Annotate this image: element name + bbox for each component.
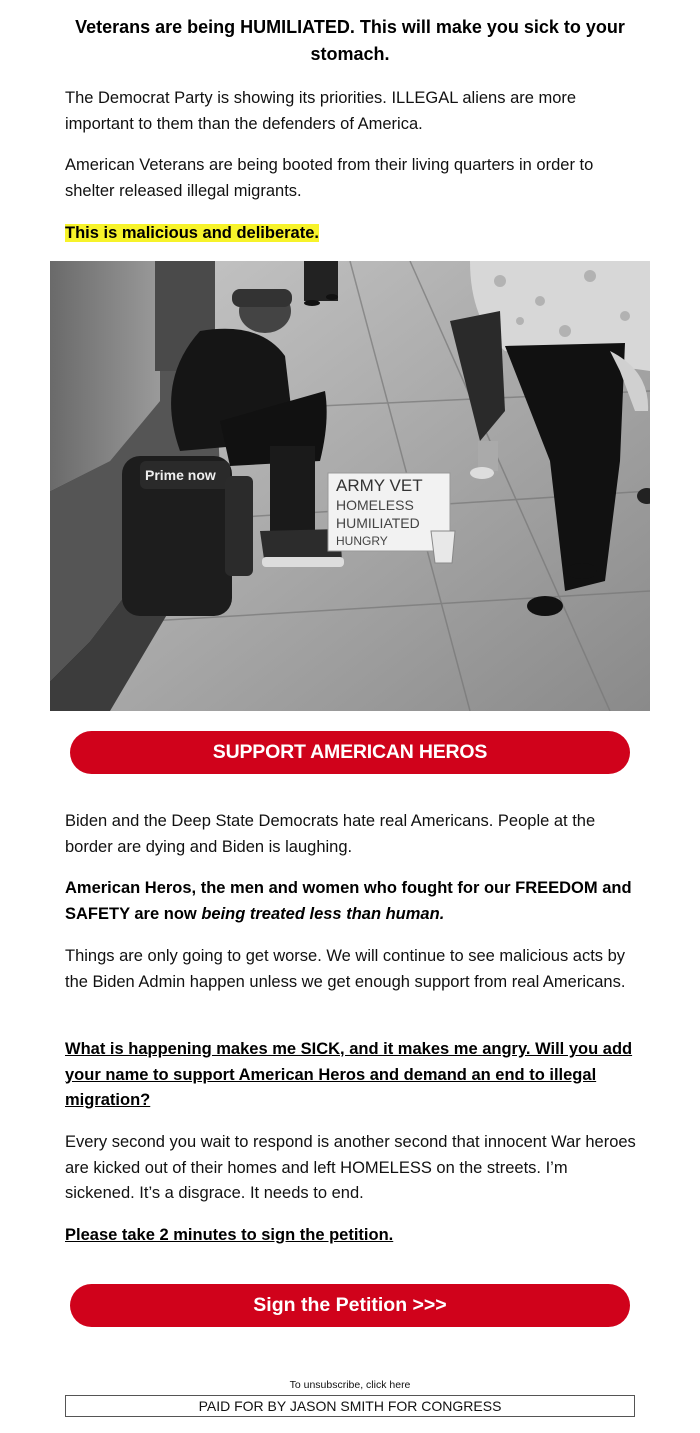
intro-paragraph: The Democrat Party is showing its priorities. ILLEGAL aliens are more important to them than the defenders of America. (65, 89, 577, 133)
heros-bold-text: American Heros, the men and women who fought for our FREEDOM and SAFETY are now (65, 879, 632, 923)
sign-line-3: HUMILIATED (336, 515, 420, 531)
heros-paragraph (65, 876, 640, 927)
add-your-name-link[interactable]: What is happening makes me SICK, and it makes me angry. Will you add your name to support American Heros and demand an end to illegal migration? (65, 1040, 633, 1109)
support-american-heros-button[interactable]: SUPPORT AMERICAN HEROS (70, 731, 630, 774)
veterans-paragraph: American Veterans are being booted from their living quarters in order to shelter released illegal migrants. (65, 156, 594, 200)
paid-for-disclaimer: PAID FOR BY JASON SMITH FOR CONGRESS (65, 1395, 635, 1417)
unsubscribe-footer (0, 1379, 700, 1391)
sign-petition-link[interactable]: Please take 2 minutes to sign the petition. (65, 1226, 394, 1244)
worse-paragraph: Things are only going to get worse. We will continue to see malicious acts by the Biden Admin happen unless we get enough support from real Americans. (65, 947, 626, 991)
biden-paragraph: Biden and the Deep State Democrats hate real Americans. People at the border are dying and Biden is laughing. (65, 812, 596, 856)
sign-line-1: ARMY VET (336, 476, 423, 495)
highlight-line (65, 221, 640, 247)
sign-the-petition-button[interactable]: Sign the Petition >>> (70, 1284, 630, 1327)
headline: Veterans are being HUMILIATED. This will make you sick to your stomach. (75, 17, 625, 64)
sign-line-2: HOMELESS (336, 497, 414, 513)
heros-italic-text: being treated less than human. (201, 904, 445, 923)
homeless-veteran-photo (50, 261, 650, 711)
highlighted-text: This is malicious and deliberate. (65, 224, 319, 242)
sign-line-4: HUNGRY (336, 534, 388, 548)
bag-logo-text: Prime now (145, 467, 216, 483)
unsubscribe-link[interactable]: To unsubscribe, click here (289, 1379, 411, 1391)
photo-illustration (50, 261, 650, 711)
every-second-paragraph: Every second you wait to respond is another second that innocent War heroes are kicked out of their homes and left HOMELESS on the streets. I’m sickened. It’s a disgrace. It needs to end. (65, 1133, 636, 1202)
